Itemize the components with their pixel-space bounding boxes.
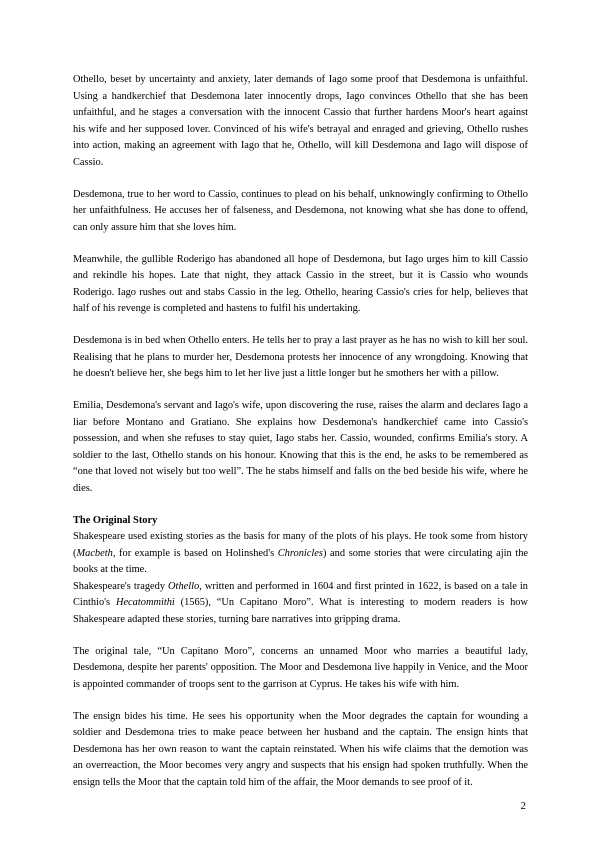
text-run: (1565), “Un Capitano Moro”. What is interesting to modern readers is how Shakespeare adapted these stories, turning bare narratives into gripping drama. [73,597,528,625]
paragraph-desdemona-pleads: Desdemona, true to her word to Cassio, continues to plead on his behalf, unknowingly confirming to Othello her unfaithfulness. He accuses her of falseness, and Desdemona, not knowing what she has done to offend, can only assure him that she loves him. [73,188,528,233]
title-hecatommithi: Hecatommithi [115,597,175,608]
paragraph-desdemona-smothered: Desdemona is in bed when Othello enters. He tells her to pray a last prayer as he has no wish to kill her soul. Realising that he plans to murder her, Desdemona protests her innocence of any wrongdoing. Knowing that he doesn't believe her, she begs him to let her live just a little longer but he smothers her with a pillow. [73,335,528,379]
paragraph-emilia-reveals: Emilia, Desdemona's servant and Iago's wife, upon discovering the ruse, raises the alarm and declares Iago a liar before Montano and Gratiano. She explains how Desdemona's handkerchief came into Cassio's possession, and when she refuses to stay quiet, Iago stabs her. Cassio, wounded, confirms Emilia's story. A soldier to the last, Othello stands on his honour. Knowing that this is the end, he asks to be remembered as “one that loved not wisely but too well”. The he stabs himself and falls on the bed beside his wife, where he dies. [73,400,528,494]
text-run: Shakespeare used existing stories as the basis for many of the plots of his plays. He took some from history ( [73,531,528,559]
paragraph-othello-source [73,579,528,629]
paragraph-roderigo-attack: Meanwhile, the gullible Roderigo has abandoned all hope of Desdemona, but Iago urges him to kill Cassio and rekindle his hopes. Late that night, they attack Cassio in the street, but it is Cassio who wounds Roderigo. Iago rushes out and stabs Cassio in the leg. Othello, hearing Cassio's cries for help, believes that half of his revenge is completed and hastens to fulfil his undertaking. [73,253,528,314]
paragraph-original-tale: The original tale, “Un Capitano Moro”, concerns an unnamed Moor who marries a beautiful lady, Desdemona, despite her parents' opposition. The Moor and Desdemona live happily in Venice, and the Moor is appointed commander of troops sent to the garrison at Cyprus. He takes his wife with him. [73,645,528,690]
section-heading-original-story: The Original Story [73,514,158,526]
title-chronicles: Chronicles [277,547,323,559]
title-othello: Othello [168,580,200,592]
text-run: , for example is based on Holinshed's [112,547,278,559]
paragraph-othello-demands-proof: Othello, beset by uncertainty and anxiety, later demands of Iago some proof that Desdemona is unfaithful. Using a handkerchief that Desdemona later innocently drops, Iago convinces Othello that she has been unfaithful, and he stages a conversation with the innocent Cassio that further hardens Moor's heart against his wife and her supposed lover. Convinced of his wife's betrayal and enraged and grieving, Othello rushes into action, making an agreement with Iago that he, Othello, will kill Desdemona and Iago will dispose of Cassio. [73,74,528,168]
text-run: ) and some stories that were circulating ajin the books at the time. [73,547,528,575]
text-run: , written and performed in 1604 and first printed in 1622, is based on a tale in Cinthio's [73,580,528,608]
page-number: 2 [520,800,526,812]
paragraph-existing-stories [73,529,528,579]
paragraph-ensign-bides-time: The ensign bides his time. He sees his opportunity when the Moor degrades the captain for wounding a soldier and Desdemona tries to make peace between her husband and the captain. The ensign hints that Desdemona has her own reason to want the captain reinstated. When his wife claims that the demotion was an overreaction, the Moor becomes very angry and suspects that his ensign had spoken truthfully. When the ensign tells the Moor that the captain told him of the affair, the Moor demands to see proof of it. [73,710,528,788]
title-macbeth: Macbeth [76,547,113,559]
text-run: Shakespeare's tragedy [73,580,169,592]
